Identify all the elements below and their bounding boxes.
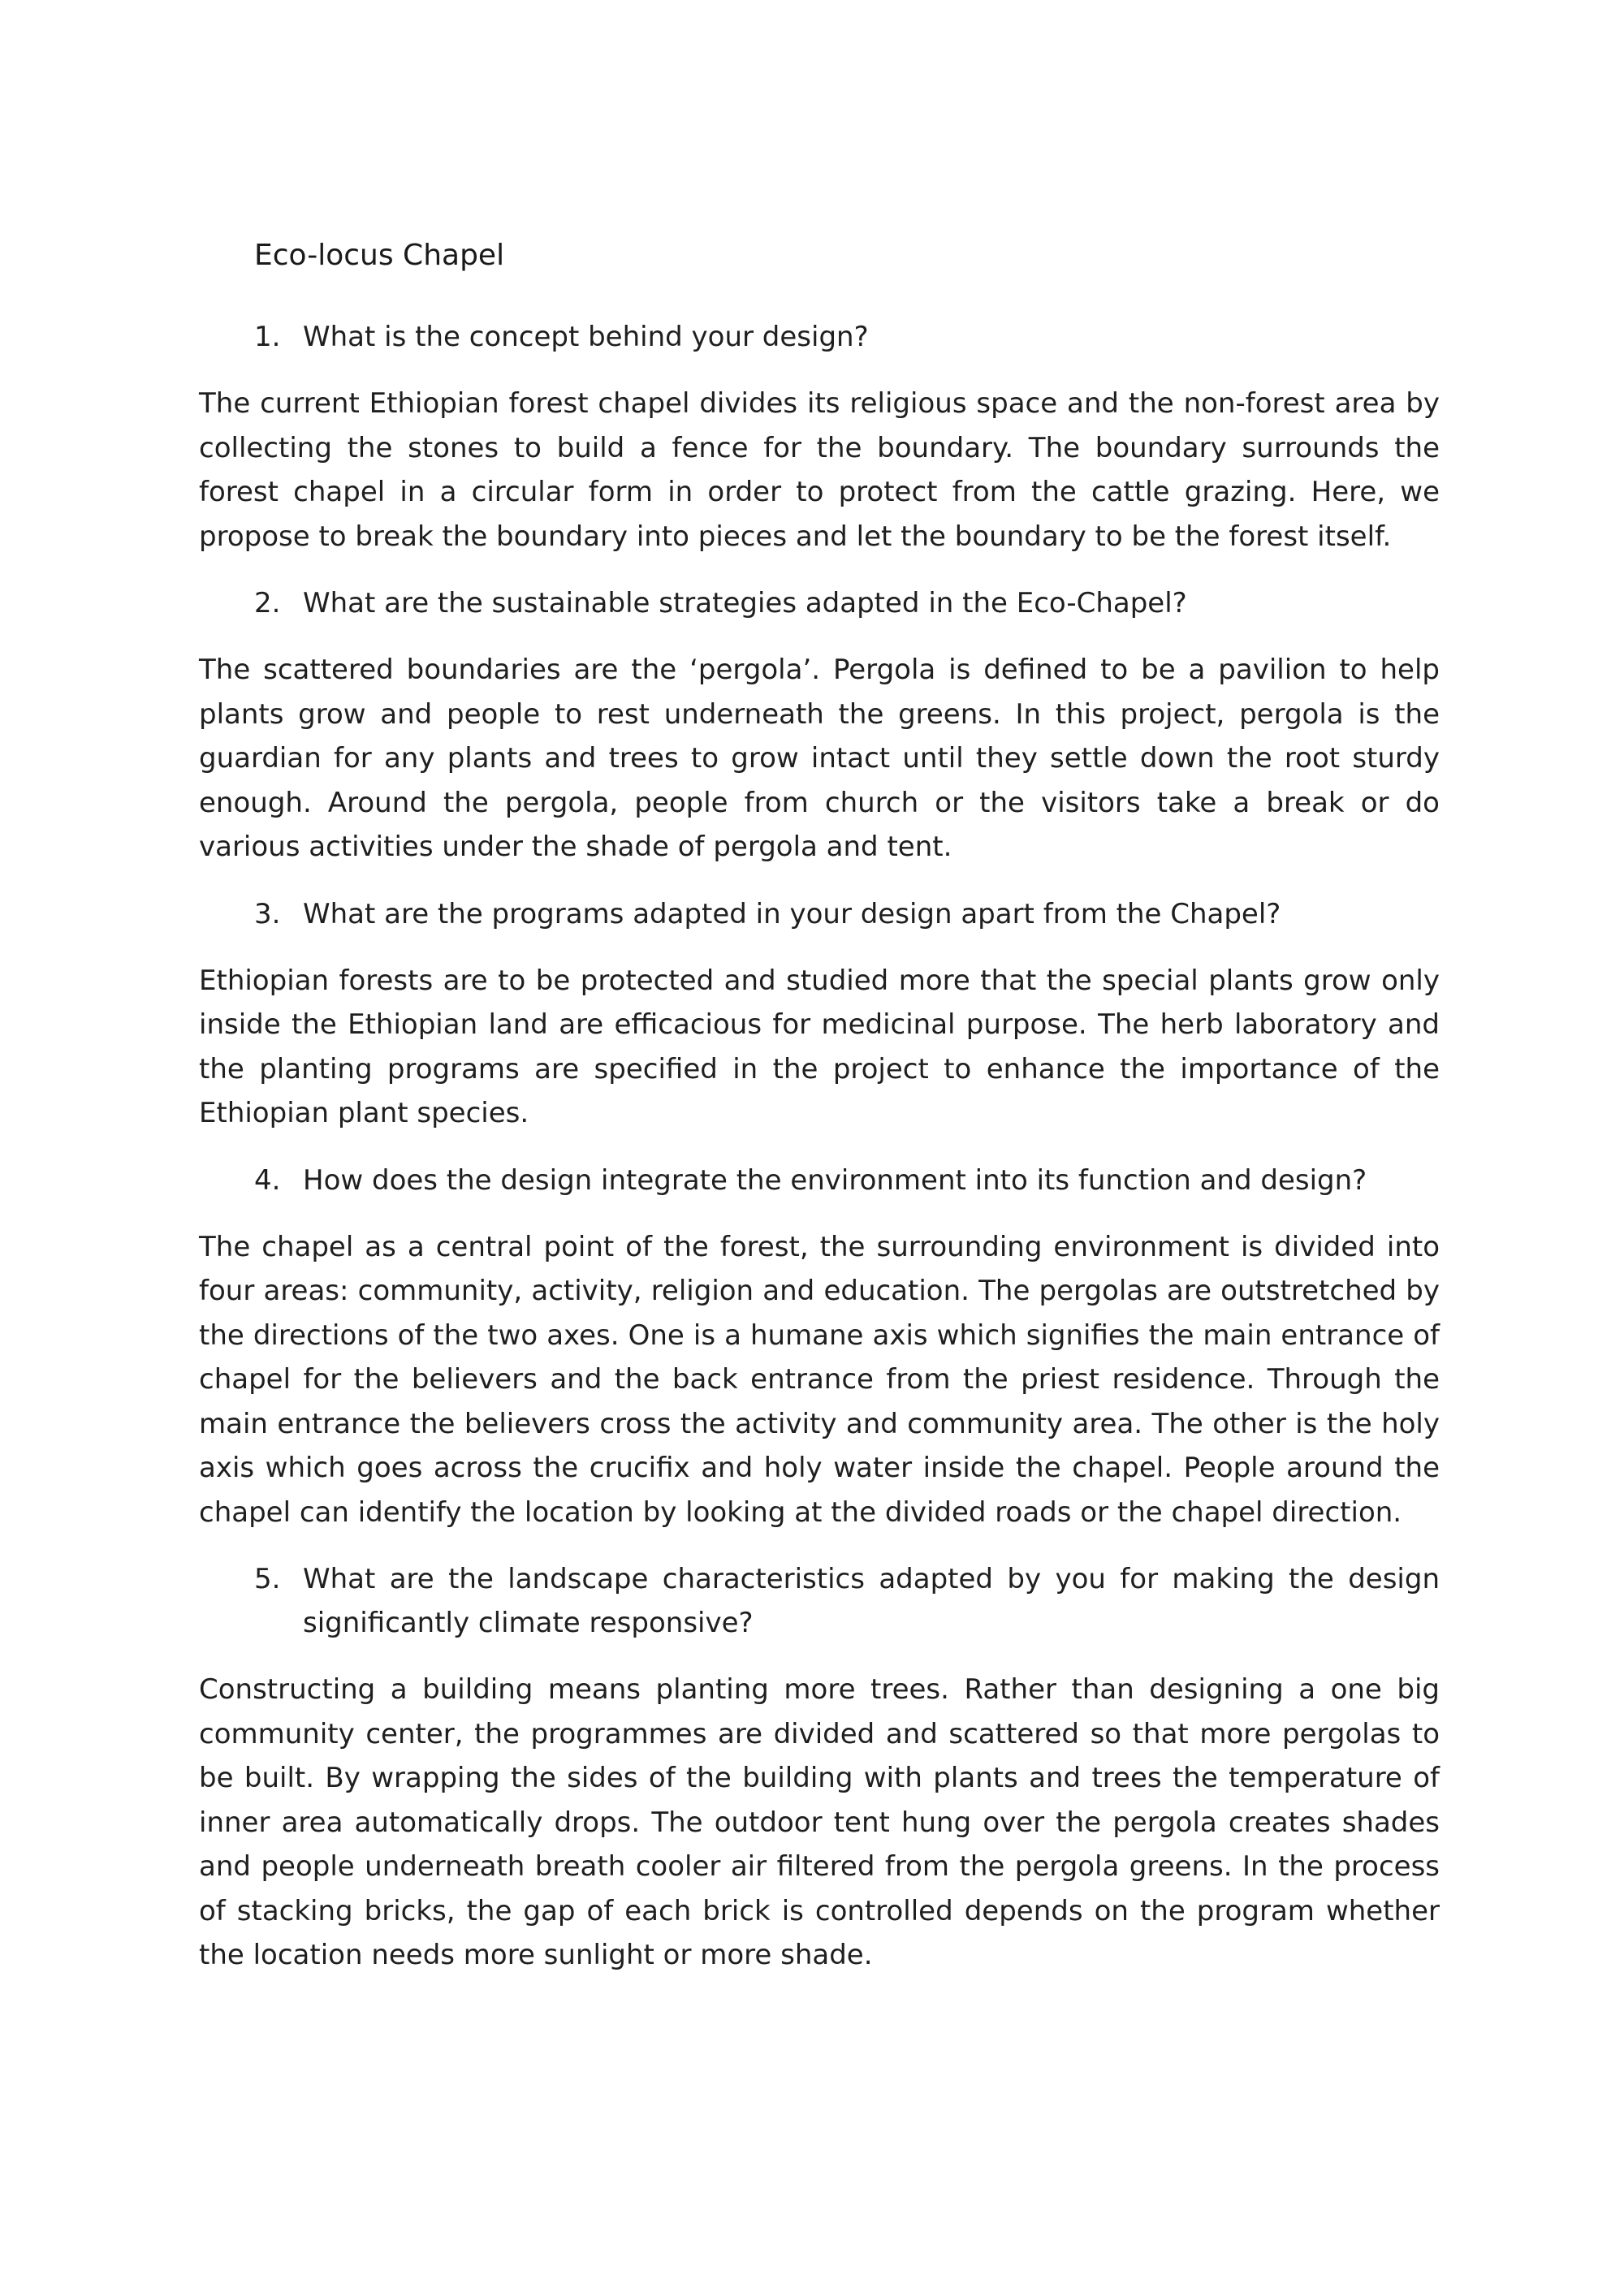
qa-section-3 [199,892,1440,1136]
question-number: 5. [254,1563,281,1595]
answer-3: Ethiopian forests are to be protected and studied more that the special plants grow only inside the Ethiopian land are efficacious for medicinal purpose. The herb laboratory and the planting programs are specified in the project to enhance the importance of the Ethiopian plant species. [199,964,1440,1129]
question-3 [254,892,1440,936]
question-text: What are the landscape characteristics adapted by you for making the design significantly climate responsive? [303,1563,1440,1639]
question-text: How does the design integrate the environment into its function and design? [303,1163,1367,1197]
qa-section-5 [199,1557,1440,1978]
question-4 [254,1159,1440,1202]
question-number: 4. [254,1163,281,1197]
answer-5: Constructing a building means planting more trees. Rather than designing a one big community center, the programmes are divided and scattered so that more pergolas to be built. By wrapping the sides of the building with plants and trees the temperature of inner area automatically drops. The outdoor tent hung over the pergola creates shades and people underneath breath cooler air filtered from the pergola greens. In the process of stacking bricks, the gap of each brick is controlled depends on the program whether the location needs more sunlight or more shade. [199,1673,1440,1971]
question-number: 3. [254,897,281,930]
question-number: 1. [254,321,281,353]
qa-section-4 [199,1159,1440,1535]
document-body [199,234,1440,2000]
answer-1: The current Ethiopian forest chapel divides its religious space and the non-forest area by collecting the stones to build a fence for the boundary. The boundary surrounds the forest chapel in a circular form in order to protect from the cattle grazing. Here, we propose to break the boundary into pieces and let the boundary to be the forest itself. [199,387,1440,553]
document-title: Eco-locus Chapel [254,239,505,272]
question-5 [254,1557,1440,1645]
question-text: What are the sustainable strategies adapted in the Eco-Chapel? [303,587,1187,619]
qa-section-1 [199,315,1440,559]
answer-4: The chapel as a central point of the forest, the surrounding environment is divided into four areas: community, activity, religion and education. The pergolas are outstretched by the directions of the two axes. One is a humane axis which signifies the main entrance of chapel for the believers and the back entrance from the priest residence. Through the main entrance the believers cross the activity and community area. The other is the holy axis which goes across the crucifix and holy water inside the chapel. People around the chapel can identify the location by looking at the divided roads or the chapel direction. [199,1230,1440,1529]
qa-section-2 [199,581,1440,870]
question-2 [254,581,1440,625]
question-number: 2. [254,587,281,619]
question-text: What are the programs adapted in your design apart from the Chapel? [303,897,1281,930]
answer-2: The scattered boundaries are the ‘pergola’. Pergola is defined to be a pavilion to help plants grow and people to rest underneath the greens. In this project, pergola is the guardian for any plants and trees to grow intact until they settle down the root sturdy enough. Around the pergola, people from church or the visitors take a break or do various activities under the shade of pergola and tent. [199,654,1440,863]
question-1 [254,315,1440,359]
question-text: What is the concept behind your design? [303,321,869,353]
